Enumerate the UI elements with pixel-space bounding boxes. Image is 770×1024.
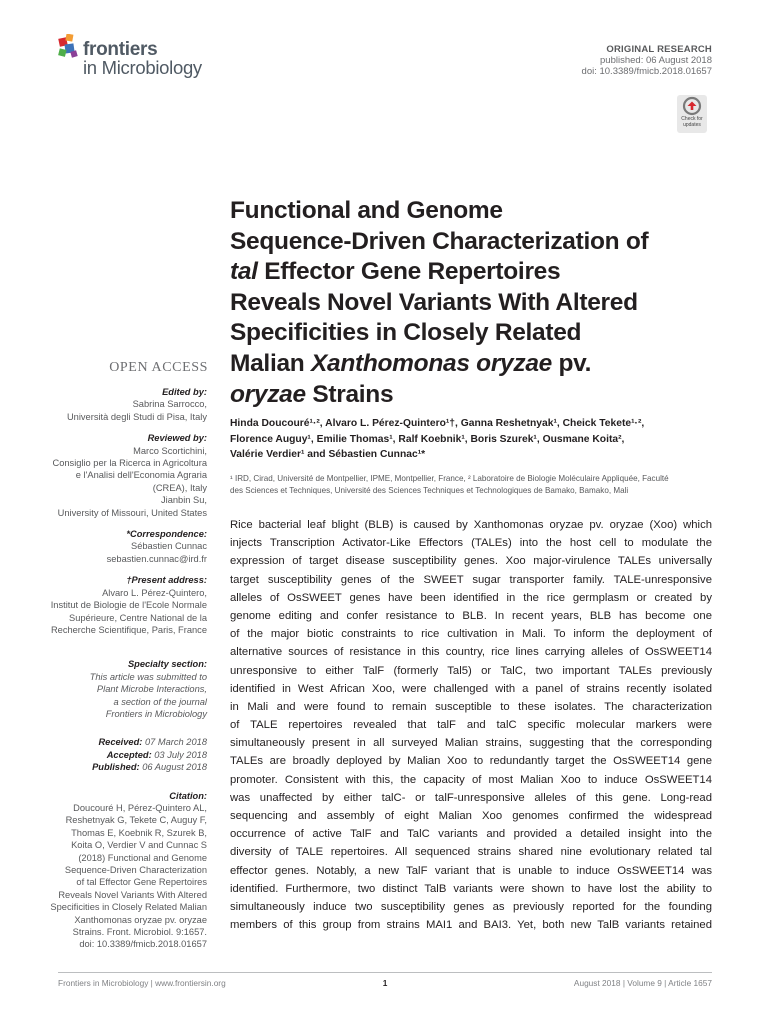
title-line: oryzae Strains [230,380,394,408]
reviewer-line: University of Missouri, United States [57,507,207,518]
reviewer-line: Consiglio per la Ricerca in Agricoltura [52,458,207,469]
present-address-line: Recherche Scientifique, Paris, France [50,624,207,635]
footer-volume-info: August 2018 | Volume 9 | Article 1657 [573,978,712,988]
correspondence-name: Sébastien Cunnac [131,541,207,552]
footer-journal-link[interactable]: Frontiers in Microbiology | www.frontiersin.org [58,978,226,988]
citation-line: Sequence-Driven Characterization [64,865,207,875]
specialty-heading: Specialty section: [127,659,207,670]
present-address-line: Institut de Biologie de l'Ecole Normale [50,600,207,611]
specialty-line: a section of the journal [113,696,207,707]
frontiers-logo-icon [57,34,81,64]
reviewer-line: Marco Scortichini, [133,445,207,456]
editor-line: Sabrina Sarrocco, [132,399,207,410]
citation-line: Thomas E, Koebnik R, Szurek B, [71,827,207,838]
abstract-line: in Mali and were found to remain susceptible to these isolates. The characterization [230,700,712,713]
abstract-line: simultaneously induce two susceptibility genes as previously reported for the founding [230,900,712,913]
correspondence-email[interactable]: sebastien.cunnac@ird.fr [106,553,207,564]
present-address-line: Supérieure, Centre National de la [69,612,207,623]
citation-line: Xanthomonas oryzae pv. oryzae [74,914,207,925]
author-line: Valérie Verdier¹ and Sébastien Cunnac¹* [230,449,426,460]
abstract-line: unresponsive to either TalF (formerly Tal5) or TalC, two important TALEs previously [230,664,712,677]
reviewer-line: (CREA), Italy [152,482,207,493]
abstract-line: alternative sources of resistance in this country, rice lines carrying alleles of OsSWEET14 [230,646,712,659]
correspondence-section [50,528,207,565]
abstract-line: injects Transcription Activator-Like Effectors (TALEs) into the host cell to modulate the [230,537,712,550]
article-meta [582,44,712,77]
present-address-heading: †Present address: [126,575,207,586]
received-date: Received: 07 March 2018 [98,737,207,748]
check-for-updates-label: Check for updates [681,116,703,128]
specialty-section [50,658,207,720]
check-for-updates-button[interactable] [677,95,707,133]
abstract-line: genome editing and confer resistance to BLB. In recent years, BLB has become one [230,609,712,622]
abstract-line: diversity of TALE repertoires. All sequenced strains shared nine evolutionary related tal [230,846,712,859]
published-date-sidebar: Published: 06 August 2018 [92,762,207,773]
title-line: Sequence-Driven Characterization of [230,227,649,255]
author-line: Florence Auguy¹, Emilie Thomas¹, Ralf Koebnik¹, Boris Szurek¹, Ousmane Koita², [230,433,625,445]
editor-line: Università degli Studi di Pisa, Italy [66,411,207,422]
page-footer [58,972,712,987]
reviewed-by-section [50,432,207,519]
abstract-line: alleles of OsSWEET genes have been identified in the rice germplasm or created by [230,591,712,604]
present-address-section [50,574,207,636]
abstract-line: TALEs are broadly deployed by Malian Xoo to redundantly target the OsSWEET14 gene [230,755,712,768]
abstract-line: occurrence of active TalF and TalC variants and provided a detailed insight into the [230,828,712,841]
abstract-line: was unaffected by either talC- or talF-unresponsive alleles of this gene. Long-read [230,791,712,804]
author-list [230,416,720,463]
abstract-line: simultaneously present in all surveyed Malian strains, suggesting that the corresponding [230,737,712,750]
title-line: Functional and Genome [230,197,503,224]
abstract [230,516,712,934]
abstract-line: expression of target disease susceptibility genes. Xoo major-virulence TALEs universally [230,555,712,568]
citation-doi[interactable]: doi: 10.3389/fmicb.2018.01657 [79,939,207,950]
doi-link[interactable]: doi: 10.3389/fmicb.2018.01657 [581,66,712,77]
article-type: ORIGINAL RESEARCH [606,44,712,55]
abstract-line: sequencing and assembly of eight Malian Xoo genomes confirmed the widespread [230,810,712,822]
author-line: Hinda Doucouré¹·², Alvaro L. Pérez-Quintero¹†, Ganna Reshetnyak¹, Cheick Tekete¹·², [230,418,645,429]
specialty-line: This article was submitted to [89,671,207,682]
abstract-line: of the major biotic constraints to rice cultivation in Mali. To inform the deployment of [230,628,712,641]
title-line: Malian Xanthomonas oryzae pv. [230,349,592,377]
specialty-line: Frontiers in Microbiology [105,708,207,719]
citation-line: Strains. Front. Microbiol. 9:1657. [72,927,207,938]
affiliations [230,473,720,498]
reviewer-line: e l'Analisi dell'Economia Agraria [75,470,207,481]
abstract-line: of TALE repertoires revealed that talF and talC specific molecular markers were [230,719,712,732]
citation-line: of tal Effector Gene Repertoires [76,877,207,888]
abstract-line: effector genes. Notably, a new TalF variant that is unable to induce OsSWEET14 was [230,864,712,877]
abstract-line: target susceptibility genes of the SWEET sugar transporter family. TALE-unresponsive [230,573,712,586]
dates-section [50,736,207,773]
open-access-label: OPEN ACCESS [109,360,208,375]
edited-by-heading: Edited by: [162,387,207,397]
affiliation-line: ¹ IRD, Cirad, Université de Montpellier, IPME, Montpellier, France, ² Laboratoire de Biologie Moléculaire Appliquée, Faculté [230,474,669,483]
journal-name: in Microbiology [83,57,202,78]
citation-line: Koita O, Verdier V and Cunnac S [71,840,207,851]
abstract-line: identified in West African Xoo, were challenged with a panel of strains recently isolated [230,682,712,695]
edited-by-section [50,386,207,423]
article-title [230,196,730,410]
sidebar [50,386,207,960]
citation-heading: Citation: [169,790,207,801]
abstract-line: Rice bacterial leaf blight (BLB) is caused by Xanthomonas oryzae pv. oryzae (Xoo) which [230,519,712,531]
accepted-date: Accepted: 03 July 2018 [106,749,207,760]
abstract-line: promoter. Consistent with this, the capacity of most Malian Xoo to induce OsSWEET14 [230,773,712,786]
citation-line: Reshetnyak G, Tekete C, Auguy F, [65,815,207,826]
specialty-line: Plant Microbe Interactions, [96,684,207,695]
published-date: published: 06 August 2018 [600,55,712,66]
title-line: tal Effector Gene Repertoires [230,258,561,286]
abstract-line: members of this group from strains MAI1 and BAI3. Yet, both new TalB variants retained [230,919,712,932]
journal-logo[interactable] [57,34,217,82]
page-number: 1 [382,978,388,988]
reviewed-by-heading: Reviewed by: [147,433,207,444]
title-line: Specificities in Closely Related [230,319,582,347]
brand-name: frontiers [83,39,158,60]
citation-line: Doucouré H, Pérez-Quintero AL, [73,802,207,813]
citation-section [50,790,207,951]
correspondence-heading: *Correspondence: [126,529,207,540]
reviewer-line: Jianbin Su, [161,495,207,506]
present-address-line: Alvaro L. Pérez-Quintero, [102,587,207,598]
citation-line: (2018) Functional and Genome [78,852,207,863]
abstract-line: identified. Furthermore, two distinct TalB variants were shown to have lost the ability to [230,882,712,895]
citation-line: Reveals Novel Variants With Altered [58,889,207,900]
title-line: Reveals Novel Variants With Altered [230,288,638,316]
affiliation-line: des Sciences et Techniques, Université des Sciences Techniques et Technologiques de Bamako, Bamako, Mali [230,486,629,496]
citation-line: Specificities in Closely Related Malian [50,902,207,913]
